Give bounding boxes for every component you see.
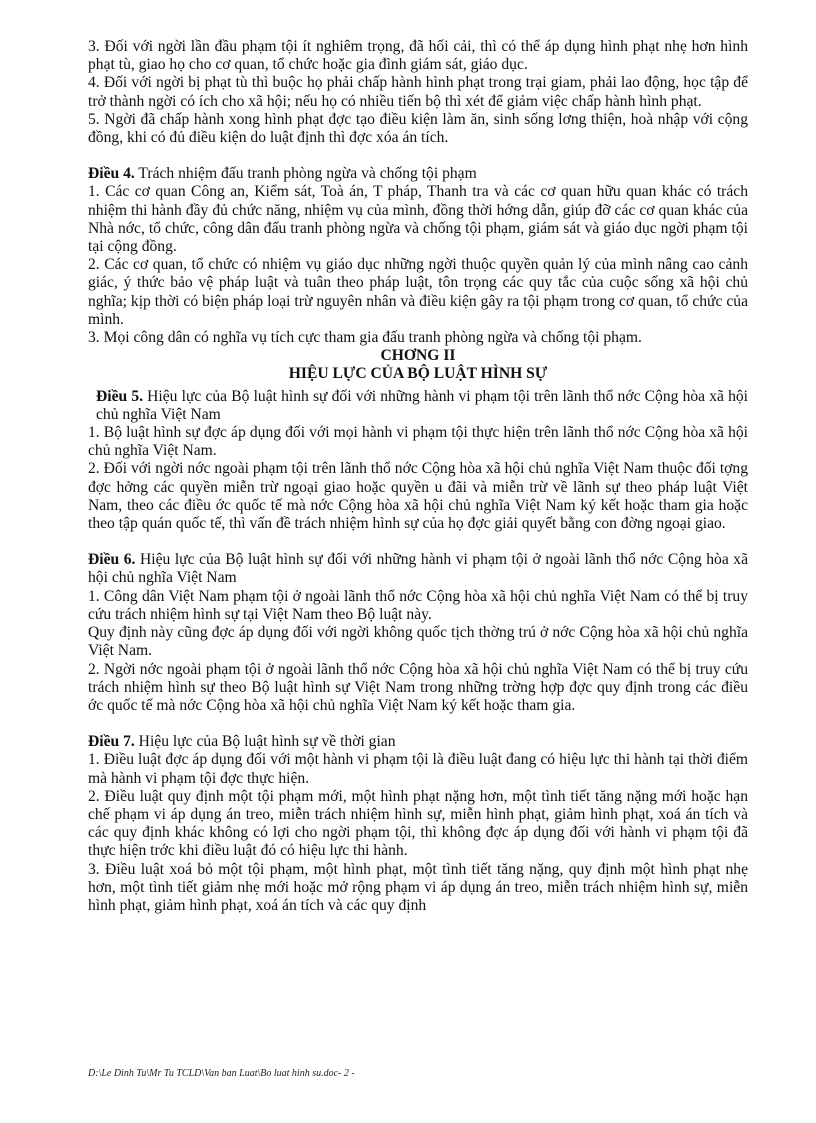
article-5-paragraph-1: 1. Bộ luật hình sự đợc áp dụng đối với mọi hành vi phạm tội thực hiện trên lãnh thổ nớc Cộng hòa xã hội chủ nghĩa Việt Nam. — [88, 424, 748, 460]
article-7-paragraph-2: 2. Điều luật quy định một tội phạm mới, một hình phạt nặng hơn, một tình tiết tăng nặng mới hoặc hạn chế phạm vi áp dụng án treo, miễn trách nhiệm hình sự, miễn hình phạt, giảm hình phạt, xoá án tích và các quy định khác không có lợi cho ngời phạm tội, thì không đợc áp dụng đối với hành vi phạm tội đã thực hiện trớc khi điều luật đó có hiệu lực thi hành. — [88, 787, 748, 860]
article-4-paragraph-3: 3. Mọi công dân có nghĩa vụ tích cực tham gia đấu tranh phòng ngừa và chống tội phạm. — [88, 329, 642, 347]
article-6-title: Hiệu lực của Bộ luật hình sự đối với những hành vi phạm tội ở ngoài lãnh thổ nớc Cộng hòa xã hội chủ nghĩa Việt Nam — [88, 551, 749, 587]
chapter-title: HIỆU LỰC CỦA BỘ LUẬT HÌNH SỰ — [288, 365, 548, 383]
chapter-number: CHƠNG II — [380, 347, 456, 365]
article-4-title: Trách nhiệm đấu tranh phòng ngừa và chống tội phạm — [134, 165, 477, 183]
article-7-title: Hiệu lực của Bộ luật hình sự về thời gian — [134, 733, 396, 751]
article-5-title: Hiệu lực của Bộ luật hình sự đối với những hành vi phạm tội trên lãnh thổ nớc Cộng hòa xã hội chủ nghĩa Việt Nam — [96, 387, 749, 423]
article-6-paragraph-1: 1. Công dân Việt Nam phạm tội ở ngoài lãnh thổ nớc Cộng hòa xã hội chủ nghĩa Việt Nam có thể bị truy cứu trách nhiệm hình sự tại Việt Nam theo Bộ luật này. — [88, 587, 748, 623]
page-footer: D:\Le Dinh Tu\Mr Tu TCLD\Van ban Luat\Bo luat hinh su.doc- 2 - — [88, 1068, 355, 1079]
document-page — [88, 38, 748, 915]
article-5-paragraph-2: 2. Đối với ngời nớc ngoài phạm tội trên lãnh thổ nớc Cộng hòa xã hội chủ nghĩa Việt Nam thuộc đối tợng đợc hởng các quyền miễn trừ ngoại giao hoặc quyền u đãi và miễn trừ về lãnh sự theo pháp luật Việt Nam, theo các điều ớc quốc tế mà nớc Cộng hòa xã hội chủ nghĩa Việt Nam ký kết hoặc tham gia hoặc theo tập quán quốc tế, thì vấn đề trách nhiệm hình sự của họ đợc giải quyết bằng con đờng ngoại giao. — [88, 460, 748, 533]
article-6-heading — [88, 551, 748, 587]
article-7-label: Điều 7. — [88, 733, 135, 751]
article-6-paragraph-2: Quy định này cũng đợc áp dụng đối với ngời không quốc tịch thờng trú ở nớc Cộng hòa xã hội chủ nghĩa Việt Nam. — [88, 624, 748, 660]
article-5-heading — [88, 388, 748, 424]
article-7-paragraph-3: 3. Điều luật xoá bỏ một tội phạm, một hình phạt, một tình tiết tăng nặng, quy định một hình phạt nhẹ hơn, một tình tiết giảm nhẹ mới hoặc mở rộng phạm vi áp dụng án treo, miễn trách nhiệm hình sự, miễn hình phạt, giảm hình phạt, xoá án tích và các quy định — [88, 860, 748, 914]
article-6-label: Điều 6. — [88, 551, 136, 569]
paragraph-intro-3: 3. Đối với ngời lần đầu phạm tội ít nghiêm trọng, đã hối cải, thì có thể áp dụng hình phạt nhẹ hơn hình phạt tù, giao họ cho cơ quan, tổ chức hoặc gia đình giám sát, giáo dục. — [88, 38, 748, 74]
article-4-paragraph-2: 2. Các cơ quan, tổ chức có nhiệm vụ giáo dục những ngời thuộc quyền quản lý của mình nâng cao cảnh giác, ý thức bảo vệ pháp luật và tuân theo pháp luật, tôn trọng các quy tắc của cuộc sống xã hội chủ nghĩa; kịp thời có biện pháp loại trừ nguyên nhân và điều kiện gây ra tội phạm trong cơ quan, tổ chức của mình. — [88, 256, 748, 328]
paragraph-intro-4: 4. Đối với ngời bị phạt tù thì buộc họ phải chấp hành hình phạt trong trại giam, phải lao động, học tập để trở thành ngời có ích cho xã hội; nếu họ có nhiều tiến bộ thì xét để giảm việc chấp hành hình phạt. — [88, 74, 748, 110]
article-4-paragraph-1: 1. Các cơ quan Công an, Kiểm sát, Toà án, T pháp, Thanh tra và các cơ quan hữu quan khác có trách nhiệm thi hành đầy đủ chức năng, nhiệm vụ của mình, đồng thời hớng dẫn, giúp đỡ các cơ quan khác của Nhà nớc, tổ chức, công dân đấu tranh phòng ngừa và chống tội phạm, giám sát và giáo dục ngời phạm tội tại cộng đồng. — [88, 183, 748, 256]
paragraph-intro-5: 5. Ngời đã chấp hành xong hình phạt đợc tạo điều kiện làm ăn, sinh sống lơng thiện, hoà nhập với cộng đồng, khi có đủ điều kiện do luật định thì đợc xóa án tích. — [88, 110, 748, 147]
article-7-paragraph-1: 1. Điều luật đợc áp dụng đối với một hành vi phạm tội là điều luật đang có hiệu lực thi hành tại thời điểm mà hành vi phạm tội đợc thực hiện. — [88, 751, 748, 787]
article-4-heading — [88, 165, 748, 183]
article-6-paragraph-3: 2. Ngời nớc ngoài phạm tội ở ngoài lãnh thổ nớc Cộng hòa xã hội chủ nghĩa Việt Nam có thể bị truy cứu trách nhiệm hình sự theo Bộ luật hình sự Việt Nam trong những trờng hợp đợc quy định trong các điều ớc quốc tế mà nớc Cộng hòa xã hội chủ nghĩa Việt Nam ký kết hoặc tham gia. — [88, 660, 748, 714]
article-5-label: Điều 5. — [96, 387, 144, 405]
article-4-label: Điều 4. — [88, 165, 135, 183]
article-7-heading — [88, 733, 748, 751]
